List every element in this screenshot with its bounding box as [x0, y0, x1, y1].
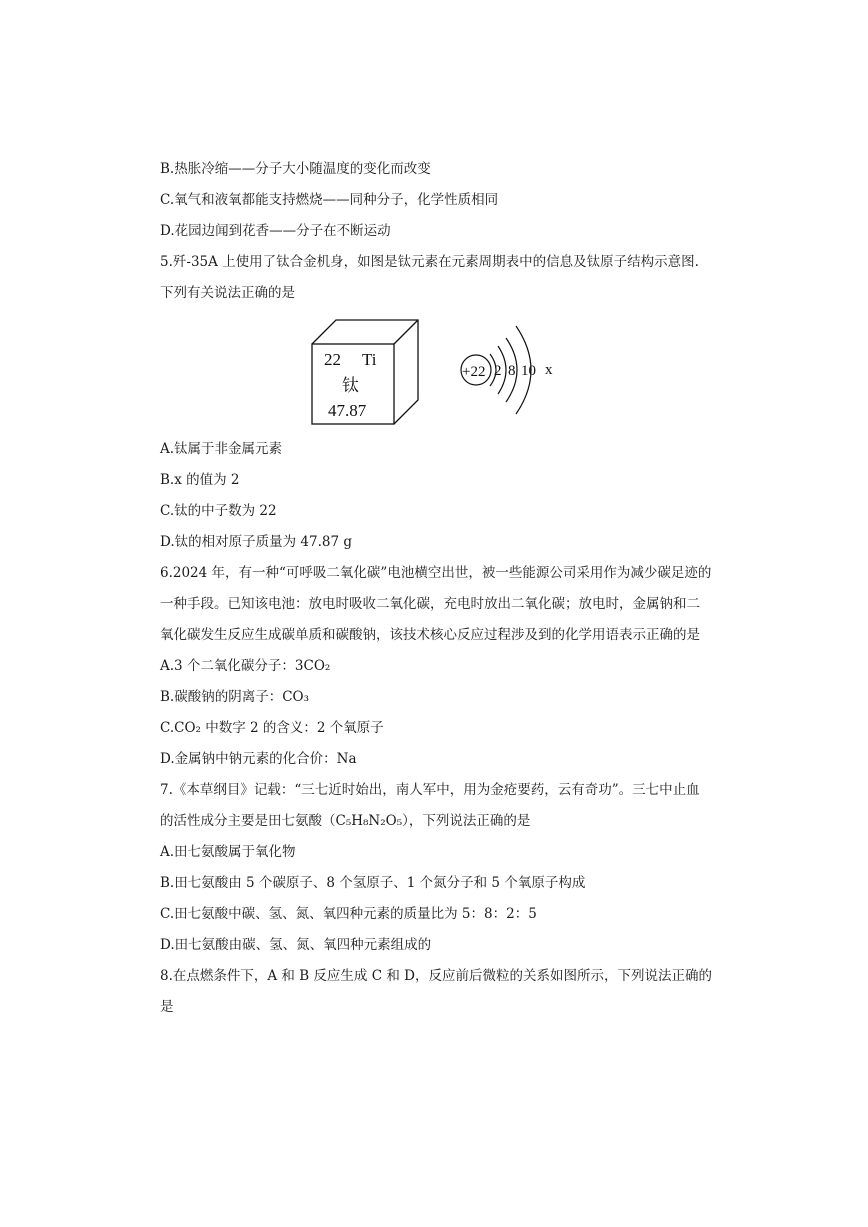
question-6-stem: 6.2024 年，有一种“可呼吸二氧化碳”电池横空出世，被一些能源公司采用作为减少碳足迹的 [160, 565, 712, 581]
option-4d: D.花园边闻到花香——分子在不断运动 [160, 223, 391, 239]
question-7-stem-cont: 的活性成分主要是田七氨酸（C₅H₈N₂O₅），下列说法正确的是 [160, 813, 531, 829]
shell-3-electrons: 10 [521, 363, 536, 379]
option-4b: B.热胀冷缩——分子大小随温度的变化而改变 [160, 161, 431, 177]
shell-2-electrons: 8 [508, 363, 516, 379]
option-7d: D.田七氨酸由碳、氢、氮、氧四种元素组成的 [160, 937, 432, 953]
question-5-stem-cont: 下列有关说法正确的是 [160, 285, 295, 301]
atomic-number: 22 [324, 350, 341, 369]
question-8-stem-cont: 是 [160, 999, 174, 1015]
question-8-stem: 8.在点燃条件下，A 和 B 反应生成 C 和 D，反应前后微粒的关系如图所示，下列说法正确的 [160, 968, 712, 984]
titanium-figure [310, 318, 560, 428]
option-5a: A.钛属于非金属元素 [160, 441, 283, 457]
element-symbol: Ti [362, 350, 377, 369]
element-name: 钛 [342, 376, 359, 395]
option-5d: D.钛的相对原子质量为 47.87 g [160, 534, 353, 550]
option-4c: C.氧气和液氧都能支持燃烧——同种分子，化学性质相同 [160, 192, 499, 208]
option-7c: C.田七氨酸中碳、氢、氮、氧四种元素的质量比为 5：8：2：5 [160, 906, 537, 922]
option-7a: A.田七氨酸属于氧化物 [160, 844, 296, 860]
question-6-stem-cont-2: 氧化碳发生反应生成碳单质和碳酸钠，该技术核心反应过程涉及到的化学用语表示正确的是 [160, 627, 700, 643]
shell-4-electrons: x [545, 362, 553, 378]
option-6b: B.碳酸钠的阴离子：CO₃ [160, 689, 310, 705]
option-5b: B.x 的值为 2 [160, 472, 240, 488]
atom-structure-diagram [461, 326, 553, 414]
atomic-mass: 47.87 [328, 401, 367, 420]
option-6c: C.CO₂ 中数字 2 的含义：2 个氧原子 [160, 720, 384, 736]
question-5-stem: 5.歼-35A 上使用了钛合金机身，如图是钛元素在元素周期表中的信息及钛原子结构示意图. [160, 254, 699, 270]
option-6d: D.金属钠中钠元素的化合价：Na [160, 751, 357, 767]
option-6a: A.3 个二氧化碳分子：3CO₂ [160, 658, 331, 674]
nucleus-charge: +22 [462, 364, 486, 380]
question-7-stem: 7.《本草纲目》记载：“三七近时始出，南人军中，用为金疮要药，云有奇功”。三七中止血 [160, 782, 700, 798]
option-5c: C.钛的中子数为 22 [160, 503, 277, 519]
question-6-stem-cont-1: 一种手段。已知该电池：放电时吸收二氧化碳，充电时放出二氧化碳；放电时，金属钠和二 [160, 596, 700, 612]
option-7b: B.田七氨酸由 5 个碳原子、8 个氢原子、1 个氮分子和 5 个氧原子构成 [160, 875, 586, 891]
shell-1-electrons: 2 [494, 363, 502, 379]
